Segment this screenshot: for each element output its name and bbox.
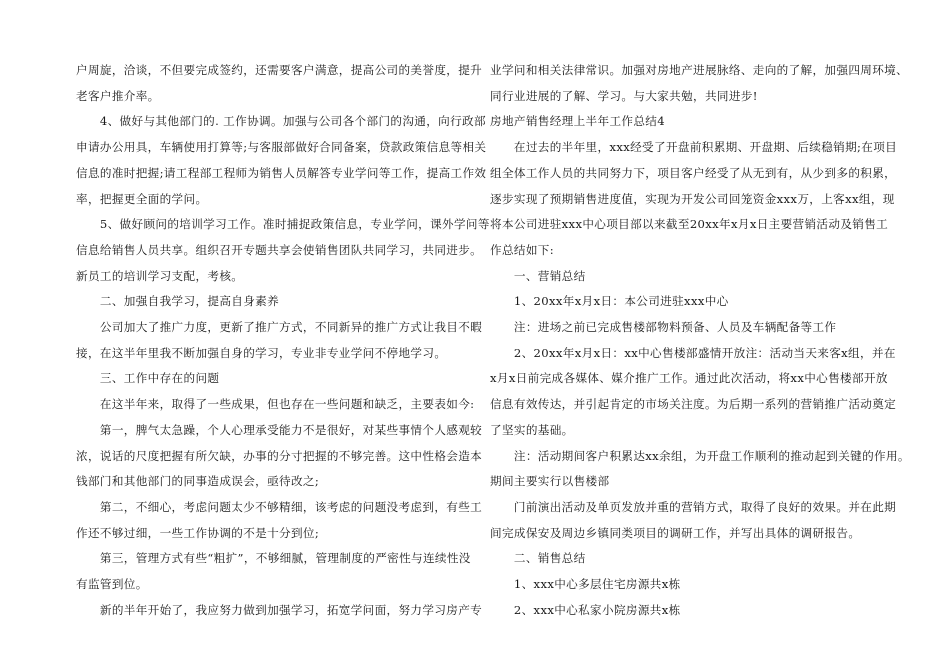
text-line: 户周旋，洽谈，不但要完成签约，还需要客户满意，提高公司的美誉度，提升 [76, 63, 483, 77]
text-line: 三、工作中存在的问题 [76, 371, 220, 386]
text-line: 业学问和相关法律常识。加强对房地产进展脉络、走向的了解，加强四周环境、 [490, 63, 909, 77]
text-line: 接，在这半年里我不断加强自身的学习，专业非专业学问不停地学习。 [76, 345, 447, 360]
text-line: 有监管到位。 [76, 577, 148, 592]
text-line: 在这半年来，取得了一些成果，但也存在一些问题和缺乏，主要表如今: [76, 397, 475, 412]
text-line: 新员工的培训学习支配，考核。 [76, 268, 244, 283]
text-line: 申请办公用具，车辆使用打算等;与客服部做好合同备案，贷款政策信息等相关 [76, 140, 487, 155]
text-line: 将本公司进驻xxx中心项目部以来截至20xx年x月x日主要营销活动及销售工 [490, 217, 889, 232]
text-line: 了坚实的基础。 [490, 422, 574, 437]
text-line: 4、做好与其他部门的. 工作协调。加强与公司各个部门的沟通，向行政部 [76, 114, 486, 129]
text-line: 二、销售总结 [490, 551, 586, 566]
text-line: 第一，脾气太急躁，个人心理承受能力不是很好，对某些事情个人感观较 [76, 422, 483, 437]
text-line: 间完成保安及周边乡镇同类项目的调研工作，并写出具体的调研报告。 [490, 525, 861, 540]
text-line: 在过去的半年里，xxx经受了开盘前积累期、开盘期、后续稳销期;在项目 [490, 140, 898, 155]
text-line: 2、20xx年x月x日：xx中心售楼部盛情开放注：活动当天来客x组，并在 [490, 345, 896, 360]
text-line: 5、做好顾问的培训学习工作。准时捕捉政策信息，专业学问，课外学问等 [76, 217, 490, 232]
text-line: 作总结如下: [490, 242, 554, 257]
text-line: 作还不够过细，一些工作协调的不是十分到位; [76, 525, 320, 540]
text-line: 注：活动期间客户积累达xx余组，为开盘工作顺利的推动起到关键的作用。 [490, 448, 910, 463]
text-line: 期间主要实行以售楼部 [490, 474, 610, 489]
text-line: 第三，管理方式有些“粗扩”，不够细腻，管理制度的严密性与连续性没 [76, 551, 471, 566]
text-line: 信息的准时把握;请工程部工程师为销售人员解答专业学问等工作，提高工作效 [76, 165, 487, 180]
text-line: 新的半年开始了，我应努力做到加强学习，拓宽学问面，努力学习房产专 [76, 602, 483, 617]
text-line: 第二，不细心，考虑问题太少不够精细，该考虑的问题没考虑到，有些工 [76, 499, 483, 514]
text-line: 二、加强自我学习，提高自身素养 [76, 294, 280, 309]
text-line: 浓，说话的尺度把握有所欠缺，办事的分寸把握的不够完善。这中性格会造本 [76, 448, 483, 463]
text-line: 钱部门和其他部门的同事造成误会，亟待改之; [76, 474, 320, 489]
text-line: 1、20xx年x月x日：本公司进驻xxx中心 [490, 294, 729, 309]
text-line: 组全体工作人员的共同努力下，项目客户经受了从无到有，从少到多的积累， [490, 165, 897, 180]
text-line: 1、xxx中心多层住宅房源共x栋 [490, 577, 681, 592]
text-line: 逐步实现了预期销售进度值，实现为开发公司回笼资金xxx万，上客xx组，现 [490, 191, 895, 206]
right-text-column [490, 58, 910, 623]
text-line: x月x日前完成各媒体、媒介推广工作。通过此次活动，将xx中心售楼部开放 [490, 371, 888, 386]
text-line: 信息有效传达，并引起肯定的市场关注度。为后期一系列的营销推广活动奠定 [490, 397, 897, 412]
text-line: 公司加大了推广力度，更新了推广方式，不同新异的推广方式让我目不暇 [76, 320, 483, 335]
left-text-column [76, 58, 490, 623]
text-line: 房地产销售经理上半年工作总结4 [490, 114, 665, 129]
text-line: 信息给销售人员共享。组织召开专题共享会使销售团队共同学习，共同进步。 [76, 242, 483, 257]
text-line: 率，把握更全面的学问。 [76, 191, 208, 206]
text-line: 同行业进展的了解、学习。与大家共勉，共同进步! [490, 88, 758, 103]
text-line: 老客户推介率。 [76, 88, 160, 103]
text-line: 一、营销总结 [490, 268, 586, 283]
text-line: 2、xxx中心私家小院房源共x栋 [490, 602, 681, 617]
text-line: 注：进场之前已完成售楼部物料预备、人员及车辆配备等工作 [490, 320, 837, 335]
text-line: 门前演出活动及单页发放并重的营销方式，取得了良好的效果。并在此期 [490, 499, 897, 514]
